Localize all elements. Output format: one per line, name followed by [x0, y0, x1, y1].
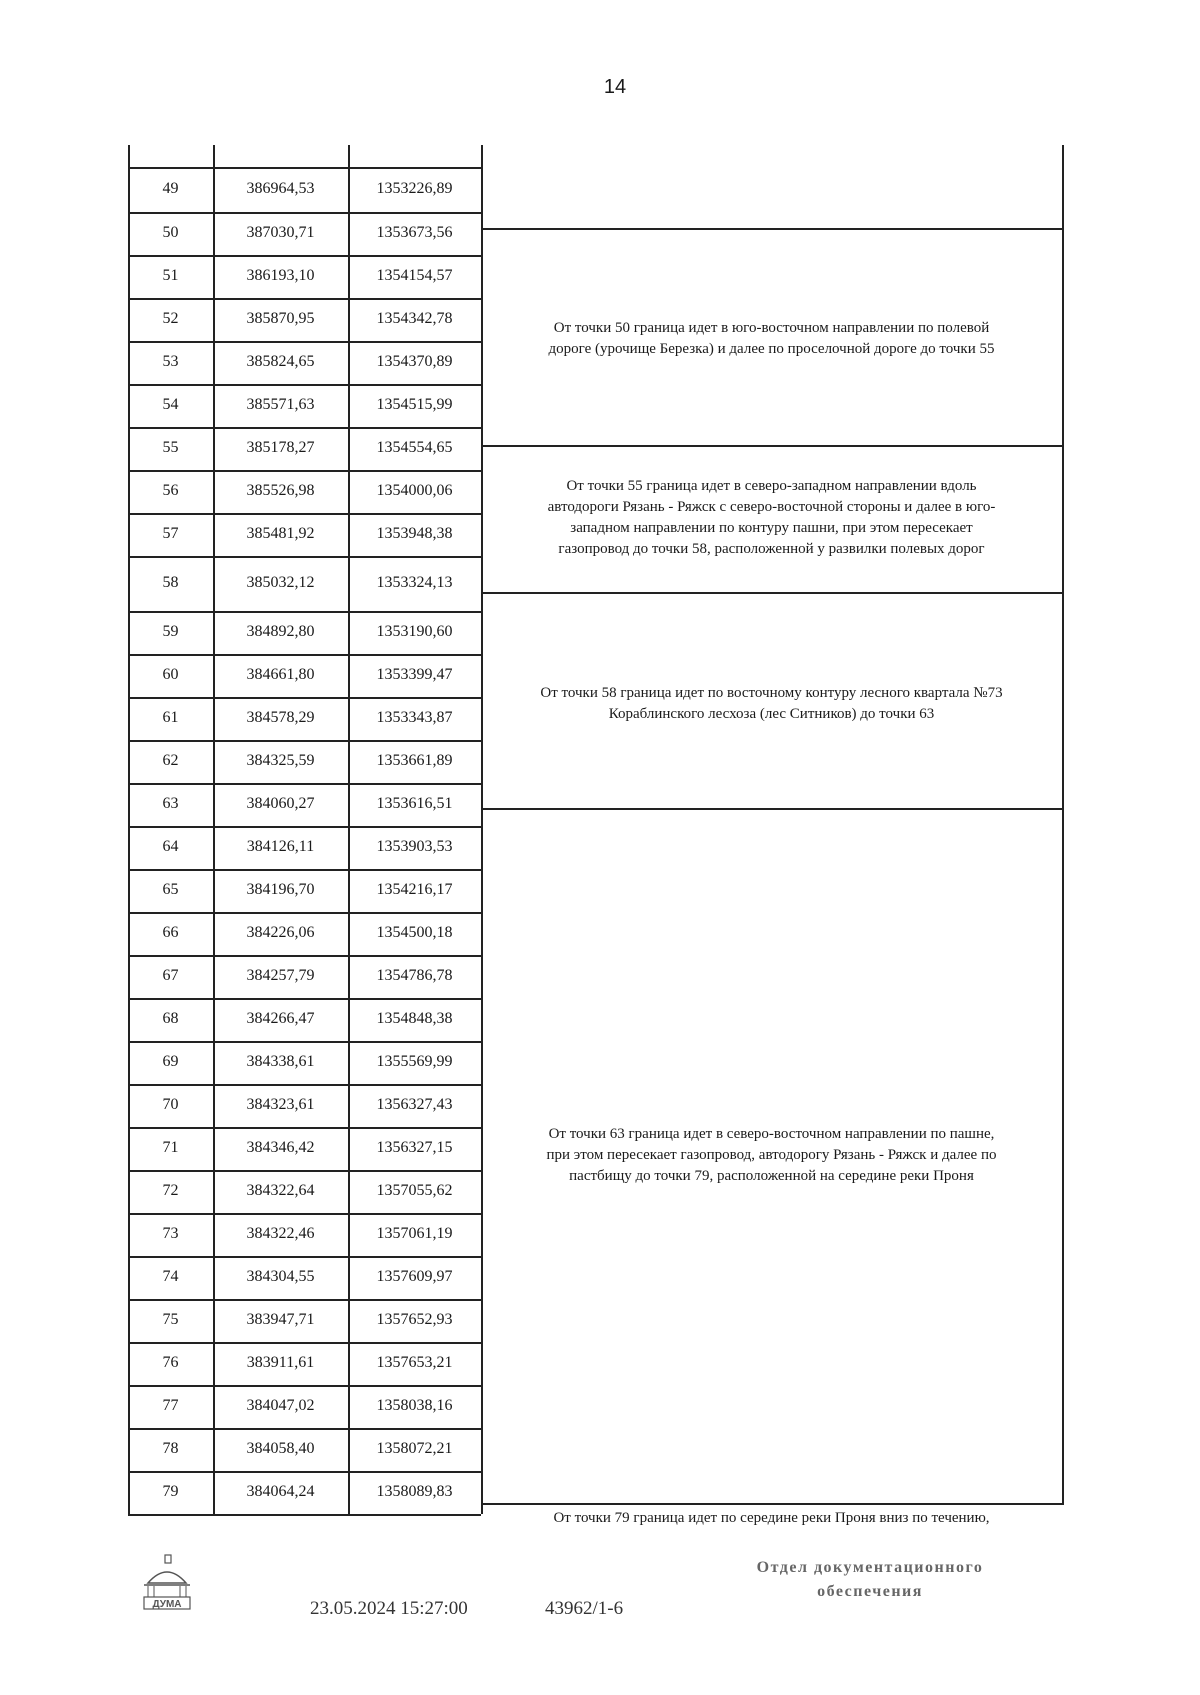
page-number: 14 — [603, 76, 627, 98]
coordinate-y: 1357652,93 — [376, 1310, 453, 1328]
point-number: 58 — [162, 573, 179, 591]
point-number: 71 — [162, 1138, 179, 1156]
coordinate-x: 384060,27 — [246, 794, 315, 812]
svg-text:ДУМА: ДУМА — [152, 1599, 182, 1610]
row-divider — [128, 1342, 481, 1344]
point-number: 49 — [162, 179, 179, 197]
coordinate-y: 1353673,56 — [376, 223, 453, 241]
row-divider — [128, 1256, 481, 1258]
point-number: 76 — [162, 1353, 179, 1371]
point-number: 62 — [162, 751, 179, 769]
coordinate-x: 385571,63 — [246, 395, 315, 413]
description-line: западном направлении по контуру пашни, при этом пересекает — [570, 520, 973, 536]
description-line: пастбищу до точки 79, расположенной на середине реки Проня — [569, 1168, 974, 1184]
coordinate-y: 1353226,89 — [376, 179, 453, 197]
row-divider — [128, 556, 481, 558]
coordinate-x: 384064,24 — [246, 1482, 315, 1500]
description-line: От точки 55 граница идет в северо-западном направлении вдоль — [566, 478, 977, 494]
row-divider — [128, 1170, 481, 1172]
timestamp: 23.05.2024 15:27:00 — [310, 1598, 468, 1619]
coordinate-x: 383911,61 — [246, 1353, 315, 1371]
coordinate-y: 1354786,78 — [376, 966, 453, 984]
coordinate-y: 1354154,57 — [376, 266, 453, 284]
description-divider — [481, 808, 1064, 810]
document-number: 43962/1-6 — [545, 1598, 624, 1619]
boundary-description — [487, 1508, 1056, 1529]
point-number: 55 — [162, 438, 179, 456]
point-number: 56 — [162, 481, 179, 499]
department-stamp-line2: обеспечения — [817, 1583, 923, 1600]
row-divider — [128, 384, 481, 386]
coordinate-x: 384196,70 — [246, 880, 315, 898]
coordinate-y: 1357653,21 — [376, 1353, 453, 1371]
coordinate-x: 384058,40 — [246, 1439, 315, 1457]
row-divider — [128, 955, 481, 957]
row-divider — [128, 1127, 481, 1129]
description-line: От точки 50 граница идет в юго-восточном направлении по полевой — [553, 320, 990, 336]
coordinate-x: 384322,46 — [246, 1224, 315, 1242]
coordinate-y: 1354000,06 — [376, 481, 453, 499]
coordinate-x: 385824,65 — [246, 352, 315, 370]
row-divider — [128, 1385, 481, 1387]
point-number: 51 — [162, 266, 179, 284]
coordinate-x: 384304,55 — [246, 1267, 315, 1285]
row-divider — [128, 1084, 481, 1086]
table-bottom-border — [128, 1514, 481, 1516]
coordinate-y: 1356327,43 — [376, 1095, 453, 1113]
coordinate-x: 384338,61 — [246, 1052, 315, 1070]
description-divider — [481, 1503, 1064, 1505]
coordinate-y: 1353661,89 — [376, 751, 453, 769]
coordinate-y: 1358038,16 — [376, 1396, 453, 1414]
coordinate-y: 1357609,97 — [376, 1267, 453, 1285]
row-divider — [128, 212, 481, 214]
description-divider — [481, 228, 1064, 230]
point-number: 60 — [162, 665, 179, 683]
coordinate-x: 384661,80 — [246, 665, 315, 683]
duma-logo-icon — [138, 1553, 196, 1613]
point-number: 50 — [162, 223, 179, 241]
point-number: 65 — [162, 880, 179, 898]
description-line: автодороги Рязань - Ряжск с северо-восточной стороны и далее в юго- — [547, 499, 996, 515]
coordinate-y: 1353324,13 — [376, 573, 453, 591]
row-divider — [128, 1471, 481, 1473]
coordinate-x: 385870,95 — [246, 309, 315, 327]
coordinate-x: 384257,79 — [246, 966, 315, 984]
point-number: 53 — [162, 352, 179, 370]
point-number: 64 — [162, 837, 179, 855]
coordinate-y: 1354554,65 — [376, 438, 453, 456]
description-line: От точки 63 граница идет в северо-восточном направлении по пашне, — [548, 1126, 995, 1142]
row-divider — [128, 654, 481, 656]
point-number: 67 — [162, 966, 179, 984]
coordinate-x: 385481,92 — [246, 524, 315, 542]
point-number: 77 — [162, 1396, 179, 1414]
row-divider — [128, 513, 481, 515]
table-divider — [481, 145, 483, 1514]
row-divider — [128, 427, 481, 429]
table-border-left — [128, 145, 130, 1514]
coordinate-y: 1353616,51 — [376, 794, 453, 812]
point-number: 54 — [162, 395, 179, 413]
coordinate-y: 1353903,53 — [376, 837, 453, 855]
coordinate-y: 1357055,62 — [376, 1181, 453, 1199]
coordinate-x: 384322,64 — [246, 1181, 315, 1199]
coordinate-y: 1358072,21 — [376, 1439, 453, 1457]
coordinate-y: 1357061,19 — [376, 1224, 453, 1242]
row-divider — [128, 998, 481, 1000]
point-number: 52 — [162, 309, 179, 327]
coordinate-x: 384323,61 — [246, 1095, 315, 1113]
coordinate-y: 1354500,18 — [376, 923, 453, 941]
coordinate-x: 386193,10 — [246, 266, 315, 284]
description-line: дороге (урочище Березка) и далее по проселочной дороге до точки 55 — [548, 341, 995, 357]
row-divider — [128, 298, 481, 300]
coordinate-x: 384892,80 — [246, 622, 315, 640]
point-number: 63 — [162, 794, 179, 812]
coordinate-x: 386964,53 — [246, 179, 315, 197]
description-line: От точки 79 граница идет по середине реки Проня вниз по течению, — [553, 1510, 990, 1526]
point-number: 75 — [162, 1310, 179, 1328]
coordinate-y: 1355569,99 — [376, 1052, 453, 1070]
table-divider — [348, 145, 350, 1514]
table-divider — [213, 145, 215, 1514]
coordinate-y: 1358089,83 — [376, 1482, 453, 1500]
description-line: газопровод до точки 58, расположенной у развилки полевых дорог — [558, 541, 985, 557]
row-divider — [128, 341, 481, 343]
row-divider — [128, 740, 481, 742]
row-divider — [128, 611, 481, 613]
coordinate-x: 383947,71 — [246, 1310, 315, 1328]
coordinate-x: 384578,29 — [246, 708, 315, 726]
department-stamp-line1: Отдел документационного — [756, 1559, 984, 1576]
row-divider — [128, 826, 481, 828]
point-number: 69 — [162, 1052, 179, 1070]
row-divider — [128, 255, 481, 257]
point-number: 78 — [162, 1439, 179, 1457]
row-divider — [128, 1041, 481, 1043]
coordinate-x: 384266,47 — [246, 1009, 315, 1027]
coordinate-x: 385178,27 — [246, 438, 315, 456]
coordinate-x: 384047,02 — [246, 1396, 315, 1414]
row-divider — [128, 912, 481, 914]
coordinate-y: 1356327,15 — [376, 1138, 453, 1156]
point-number: 79 — [162, 1482, 179, 1500]
description-divider — [481, 592, 1064, 594]
coordinate-x: 384226,06 — [246, 923, 315, 941]
point-number: 74 — [162, 1267, 179, 1285]
coordinate-y: 1353190,60 — [376, 622, 453, 640]
coordinate-y: 1354848,38 — [376, 1009, 453, 1027]
description-line: при этом пересекает газопровод, автодорогу Рязань - Ряжск и далее по — [546, 1147, 997, 1163]
row-divider — [128, 167, 481, 169]
coordinate-x: 385526,98 — [246, 481, 315, 499]
row-divider — [128, 697, 481, 699]
coordinate-y: 1353399,47 — [376, 665, 453, 683]
row-divider — [128, 869, 481, 871]
coordinate-y: 1353948,38 — [376, 524, 453, 542]
coordinate-y: 1353343,87 — [376, 708, 453, 726]
point-number: 59 — [162, 622, 179, 640]
coordinate-y: 1354515,99 — [376, 395, 453, 413]
row-divider — [128, 1428, 481, 1430]
coordinate-x: 384126,11 — [246, 837, 315, 855]
coordinate-x: 385032,12 — [246, 573, 315, 591]
row-divider — [128, 470, 481, 472]
point-number: 66 — [162, 923, 179, 941]
coordinate-y: 1354370,89 — [376, 352, 453, 370]
boundary-description — [487, 683, 1056, 725]
boundary-description — [487, 476, 1056, 560]
coordinate-x: 384346,42 — [246, 1138, 315, 1156]
table-border-right — [1062, 145, 1064, 1503]
coordinate-x: 387030,71 — [246, 223, 315, 241]
point-number: 57 — [162, 524, 179, 542]
point-number: 61 — [162, 708, 179, 726]
point-number: 70 — [162, 1095, 179, 1113]
row-divider — [128, 1213, 481, 1215]
row-divider — [128, 1299, 481, 1301]
description-line: От точки 58 граница идет по восточному контуру лесного квартала №73 — [540, 685, 1003, 701]
row-divider — [128, 783, 481, 785]
boundary-description — [487, 318, 1056, 360]
boundary-description — [487, 1124, 1056, 1187]
coordinate-y: 1354342,78 — [376, 309, 453, 327]
point-number: 68 — [162, 1009, 179, 1027]
coordinate-y: 1354216,17 — [376, 880, 453, 898]
coordinate-x: 384325,59 — [246, 751, 315, 769]
point-number: 72 — [162, 1181, 179, 1199]
point-number: 73 — [162, 1224, 179, 1242]
description-line: Кораблинского лесхоза (лес Ситников) до точки 63 — [608, 706, 935, 722]
description-divider — [481, 445, 1064, 447]
